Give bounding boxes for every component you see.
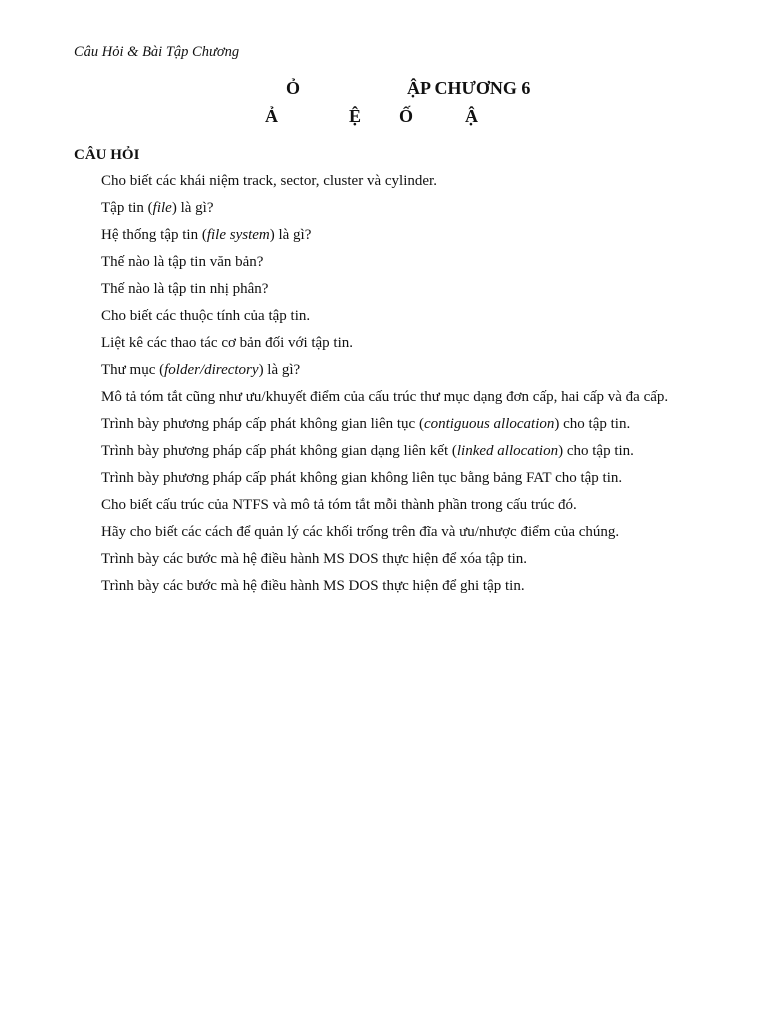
question-item: Cho biết các thuộc tính của tập tin. bbox=[101, 308, 311, 324]
question-item: Trình bày phương pháp cấp phát không gian liên tục (contiguous allocation) cho tập tin. bbox=[101, 416, 631, 432]
chapter-title-fragment: ẬP CHƯƠNG 6 bbox=[407, 78, 531, 98]
question-item: Cho biết cấu trúc của NTFS và mô tả tóm tắt mỗi thành phần trong cấu trúc đó. bbox=[101, 497, 577, 513]
section-heading: CÂU HỎI bbox=[74, 147, 140, 163]
question-item: Tập tin (file) là gì? bbox=[101, 200, 214, 216]
question-item: Trình bày các bước mà hệ điều hành MS DOS thực hiện để ghi tập tin. bbox=[101, 578, 525, 594]
question-item: Thư mục (folder/directory) là gì? bbox=[101, 362, 301, 378]
chapter-subtitle-fragment: Ệ bbox=[349, 106, 362, 126]
question-item: Cho biết các khái niệm track, sector, cluster và cylinder. bbox=[101, 173, 437, 189]
question-item: Thế nào là tập tin nhị phân? bbox=[101, 281, 269, 297]
chapter-subtitle-fragment: Ố bbox=[399, 106, 414, 126]
chapter-subtitle-fragment: Ậ bbox=[465, 106, 478, 126]
question-item: Trình bày phương pháp cấp phát không gian không liên tục bằng bảng FAT cho tập tin. bbox=[101, 470, 623, 486]
question-item: Mô tả tóm tắt cũng như ưu/khuyết điểm của cấu trúc thư mục dạng đơn cấp, hai cấp và đa cấp. bbox=[101, 389, 669, 405]
question-item: Liệt kê các thao tác cơ bản đối với tập tin. bbox=[101, 335, 354, 351]
running-header: Câu Hỏi & Bài Tập Chương bbox=[74, 44, 240, 60]
question-item: Hãy cho biết các cách để quản lý các khối trống trên đĩa và ưu/nhược điểm của chúng. bbox=[101, 524, 620, 540]
chapter-title-fragment: Ỏ bbox=[286, 78, 301, 98]
question-item: Trình bày các bước mà hệ điều hành MS DOS thực hiện để xóa tập tin. bbox=[101, 551, 528, 567]
question-item: Trình bày phương pháp cấp phát không gian dạng liên kết (linked allocation) cho tập tin. bbox=[101, 443, 634, 459]
question-item: Thế nào là tập tin văn bản? bbox=[101, 254, 264, 270]
question-list bbox=[101, 171, 695, 603]
question-item: Hệ thống tập tin (file system) là gì? bbox=[101, 227, 312, 243]
chapter-subtitle-fragment: Ả bbox=[265, 106, 278, 126]
